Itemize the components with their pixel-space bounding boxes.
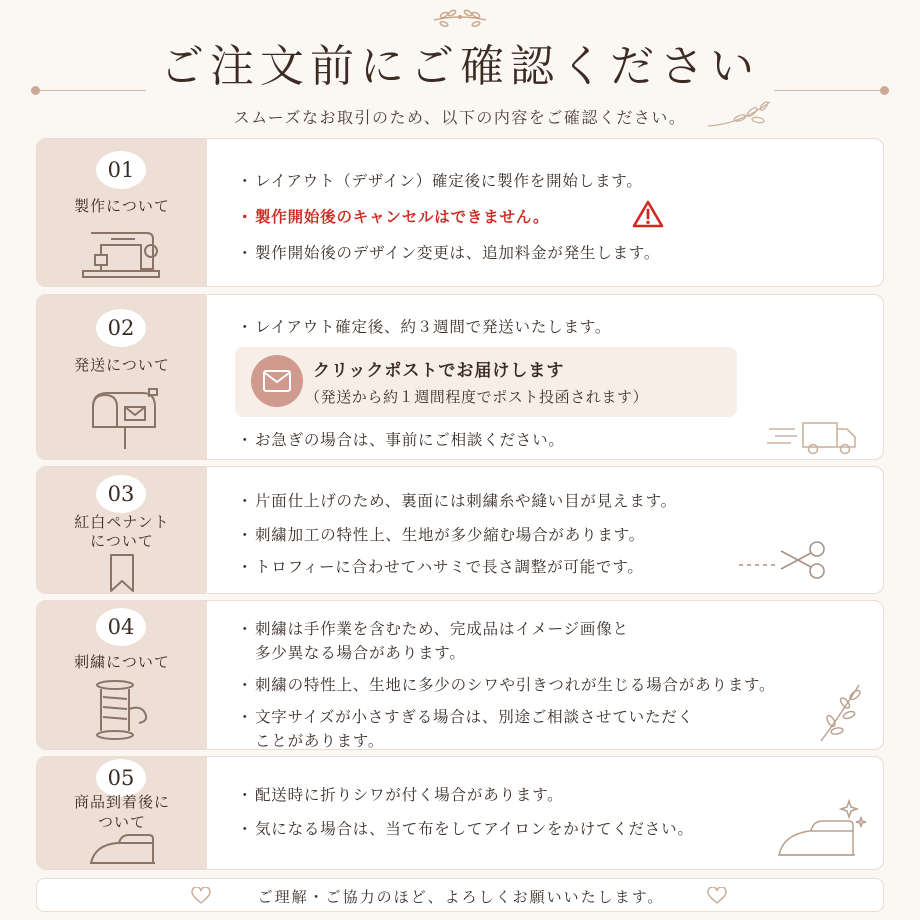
info-line: ・ 刺繍の特性上、生地に多少のシワや引きつれが生じる場合があります。 bbox=[237, 676, 776, 694]
section-number: 01 bbox=[96, 151, 146, 189]
divider-dot bbox=[880, 86, 889, 95]
section-pennant bbox=[36, 466, 884, 594]
delivery-truck-icon bbox=[765, 415, 859, 459]
shipping-method-callout bbox=[235, 347, 737, 417]
iron-sparkle-icon bbox=[773, 795, 869, 863]
warning-line: ・ 製作開始後のキャンセルはできません。 bbox=[237, 208, 550, 226]
info-line: ・ 片面仕上げのため、裏面には刺繍糸や縫い目が見えます。 bbox=[237, 492, 677, 510]
callout-subtitle: （発送から約１週間程度でポスト投函されます） bbox=[305, 388, 649, 406]
info-line: ・ 刺繍は手作業を含むため、完成品はイメージ画像と bbox=[237, 620, 629, 638]
laurel-ornament-icon bbox=[430, 6, 490, 28]
section-label: について bbox=[90, 532, 154, 550]
section-embroidery bbox=[36, 600, 884, 750]
section-number: 03 bbox=[96, 475, 146, 513]
envelope-badge bbox=[251, 355, 303, 407]
info-line: ・ 気になる場合は、当て布をしてアイロンをかけてください。 bbox=[237, 820, 694, 838]
info-line: ・ レイアウト確定後、約３週間で発送いたします。 bbox=[237, 318, 612, 336]
pennant-icon bbox=[107, 553, 137, 593]
section-label: ついて bbox=[97, 813, 146, 831]
warning-icon bbox=[631, 199, 665, 229]
title-divider-left bbox=[36, 90, 146, 91]
section-after-arrival bbox=[36, 756, 884, 870]
section-number: 05 bbox=[96, 759, 146, 797]
closing-text: ご理解・ご協力のほど、よろしくお願いいたします。 bbox=[257, 888, 665, 906]
section-number: 02 bbox=[96, 309, 146, 347]
section-production bbox=[36, 138, 884, 287]
section-shipping bbox=[36, 294, 884, 460]
section-number: 04 bbox=[96, 608, 146, 646]
section-label: 製作について bbox=[74, 197, 170, 215]
info-line: 多少異なる場合があります。 bbox=[255, 644, 466, 662]
closing-message bbox=[36, 878, 884, 912]
section-label: 商品到着後に bbox=[73, 793, 170, 811]
divider-dot bbox=[31, 86, 40, 95]
section-label: 発送について bbox=[74, 356, 170, 374]
sewing-machine-icon bbox=[81, 221, 163, 279]
info-line: ・ 配送時に折りシワが付く場合があります。 bbox=[237, 786, 564, 804]
callout-title: クリックポストでお届けします bbox=[313, 361, 565, 381]
leaf-sprig-icon bbox=[706, 98, 772, 132]
info-line: ・ お急ぎの場合は、事前にご相談ください。 bbox=[237, 431, 565, 449]
section-label: 刺繍について bbox=[74, 653, 170, 671]
info-line: ・ 製作開始後のデザイン変更は、追加料金が発生します。 bbox=[237, 244, 661, 262]
page-subtitle: スムーズなお取引のため、以下の内容をご確認ください。 bbox=[233, 108, 687, 127]
info-line: ・ トロフィーに合わせてハサミで長さ調整が可能です。 bbox=[237, 558, 644, 576]
info-line: ことがあります。 bbox=[255, 732, 385, 750]
iron-icon bbox=[89, 833, 161, 867]
mailbox-icon bbox=[87, 387, 161, 451]
page-title: ご注文前にご確認ください bbox=[160, 41, 760, 92]
scissors-icon bbox=[737, 539, 833, 583]
info-line: ・ レイアウト（デザイン）確定後に製作を開始します。 bbox=[237, 172, 643, 190]
heart-icon bbox=[707, 887, 727, 905]
branch-icon bbox=[815, 681, 867, 743]
envelope-icon bbox=[263, 370, 291, 392]
info-line: ・ 刺繍加工の特性上、生地が多少縮む場合があります。 bbox=[237, 526, 645, 544]
thread-spool-icon bbox=[93, 679, 153, 741]
title-divider-right bbox=[774, 90, 884, 91]
info-line: ・ 文字サイズが小さすぎる場合は、別途ご相談させていただく bbox=[237, 708, 694, 726]
section-label: 紅白ペナント bbox=[74, 513, 170, 531]
